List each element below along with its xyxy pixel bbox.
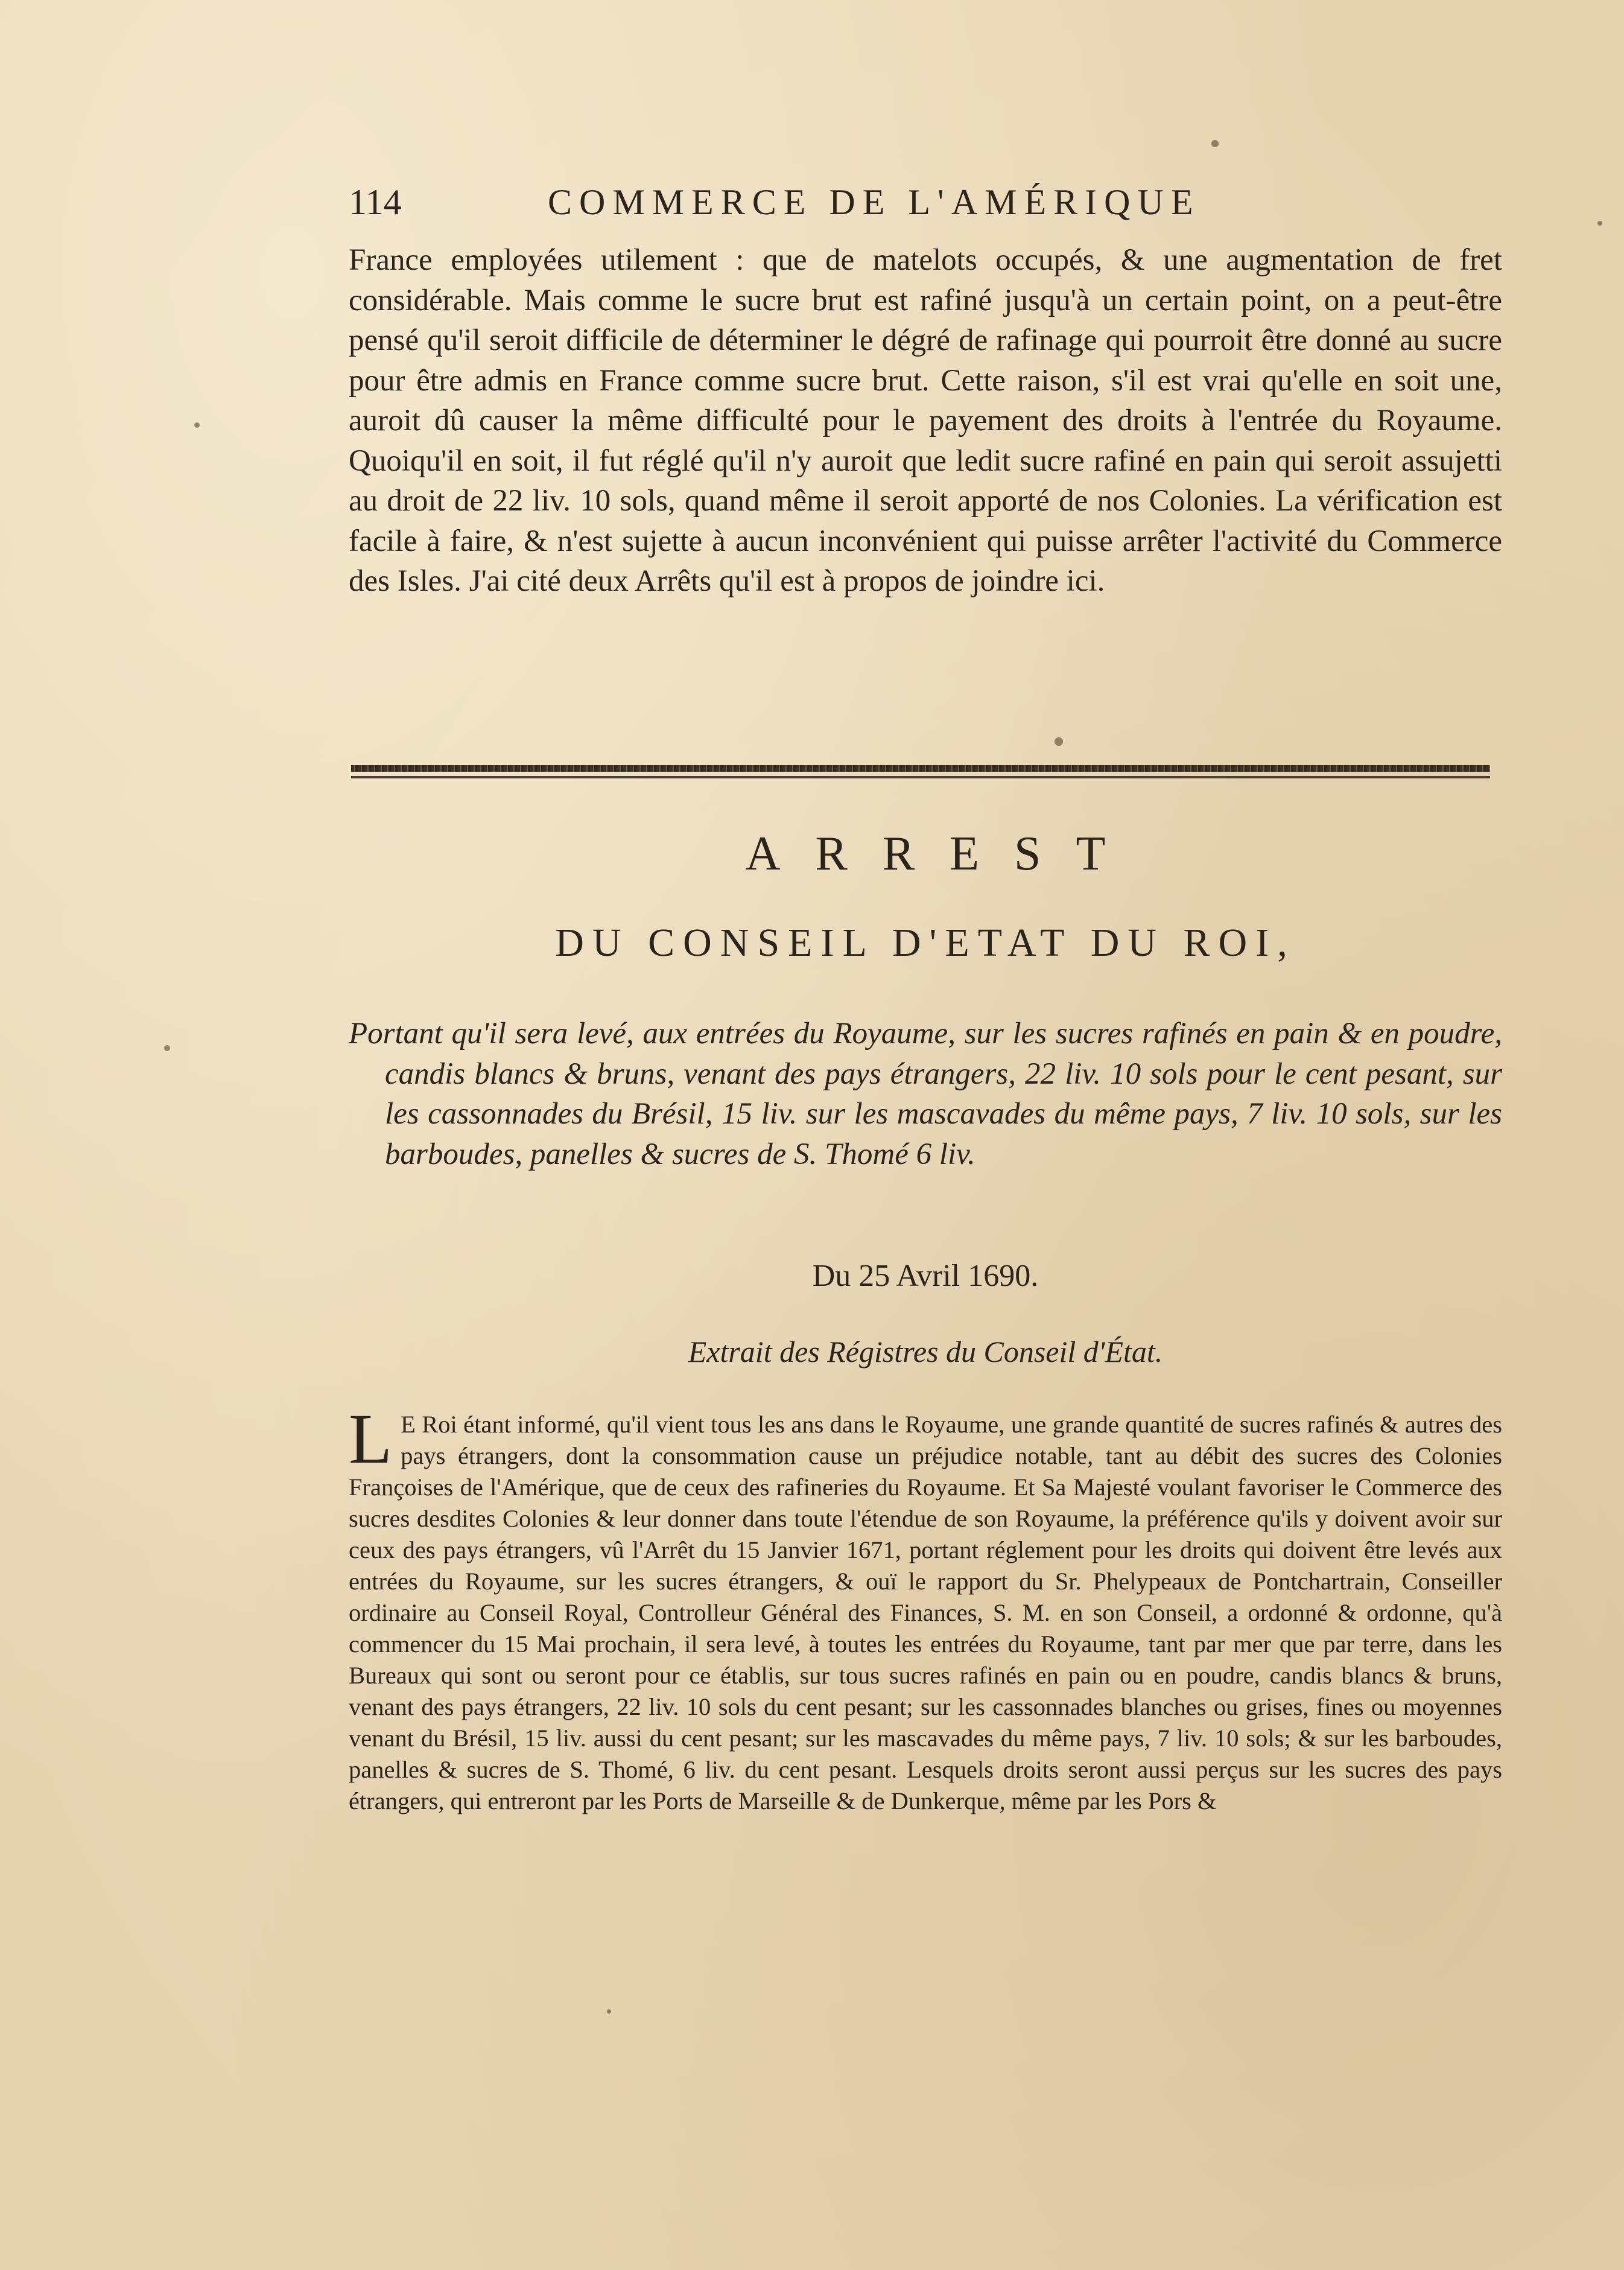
paper-speck <box>607 2009 611 2014</box>
rule-thick <box>351 765 1490 772</box>
paper-speck <box>1055 737 1063 746</box>
arrest-title: ARREST <box>745 827 1141 880</box>
drop-cap: L <box>349 1399 393 1478</box>
paper-speck <box>1597 221 1602 226</box>
decree-summary: Portant qu'il sera levé, aux entrées du Royaume, sur les sucres rafinés en pain & en poudre, candis blancs & bruns, venant des pays étrangers, 22 liv. 10 sols pour le cent pesant, sur les cassonnades du Brésil, 15 liv. sur les mascavades du même pays, 7 liv. 10 sols, sur les barboudes, panelles & sucres de S. Thomé 6 liv. <box>349 1017 1502 1171</box>
paper-speck <box>164 1045 170 1051</box>
ornamental-rule <box>351 765 1490 778</box>
page-number: 114 <box>349 182 402 222</box>
running-head-title: COMMERCE DE L'AMÉRIQUE <box>548 182 1201 222</box>
paper-speck <box>1211 140 1219 147</box>
running-head <box>349 175 1495 229</box>
extract-heading: Extrait des Régistres du Conseil d'État. <box>688 1335 1163 1369</box>
paper-speck <box>194 422 200 428</box>
rule-thin <box>351 776 1490 778</box>
decree-date: Du 25 Avril 1690. <box>812 1259 1039 1293</box>
decree-body: E Roi étant informé, qu'il vient tous les ans dans le Royaume, une grande quantité de sucres rafinés & autres des pays étrangers, dont la consommation cause un préjudice notable, tant au débit des sucres des Colonies Françoises de l'Amérique, que de ceux des rafineries du Royaume. Et Sa Majesté voulant favoriser le Commerce des sucres desdites Colonies & leur donner dans toute l'étendue de son Royaume, la préférence qu'ils y doivent avoir sur ceux des pays étrangers, vû l'Arrêt du 15 Janvier 1671, portant réglement pour les droits qui doivent être levés aux entrées du Royaume, sur les sucres étrangers, & ouï le rapport du Sr. Phelypeaux de Pontchartrain, Conseiller ordinaire au Conseil Royal, Controlleur Général des Finances, S. M. en son Conseil, a ordonné & ordonne, qu'à commencer du 15 Mai prochain, il sera levé, à toutes les entrées du Royaume, tant par mer que par terre, dans les Bureaux qui sont ou seront pour ce établis, sur tous sucres rafinés en pain ou en poudre, candis blancs & bruns, venant des pays étrangers, 22 liv. 10 sols du cent pesant; sur les cassonnades blanches ou grises, fines ou moyennes venant du Brésil, 15 liv. aussi du cent pesant; sur les mascavades du même pays, 7 liv. 10 sols; & sur les barboudes, panelles & sucres de S. Thomé, 6 liv. du cent pesant. Lesquels droits seront aussi perçus sur les sucres des pays étrangers, qui entreront par les Ports de Marseille & de Dunkerque, même par les Pors & <box>349 1411 1502 1814</box>
decree-text <box>349 1399 1502 1817</box>
council-title: DU CONSEIL D'ETAT DU ROI, <box>555 921 1296 965</box>
body-paragraph: France employées utilement : que de matelots occupés, & une augmentation de fret considérable. Mais comme le sucre brut est rafiné jusqu'à un certain point, on a peut-être pensé qu'il seroit difficile de déterminer le dégré de rafinage qui pourroit être donné au sucre pour être admis en France comme sucre brut. Cette raison, s'il est vrai qu'elle en soit une, auroit dû causer la même difficulté pour le payement des droits à l'entrée du Royaume. Quoiqu'il en soit, il fut réglé qu'il n'y auroit que ledit sucre rafiné en pain qui seroit assujetti au droit de 22 liv. 10 sols, quand même il seroit apporté de nos Colonies. La vérification est facile à faire, & n'est sujette à aucun inconvénient qui puisse arrêter l'activité du Commerce des Isles. J'ai cité deux Arrêts qu'il est à propos de joindre ici. <box>349 243 1502 598</box>
